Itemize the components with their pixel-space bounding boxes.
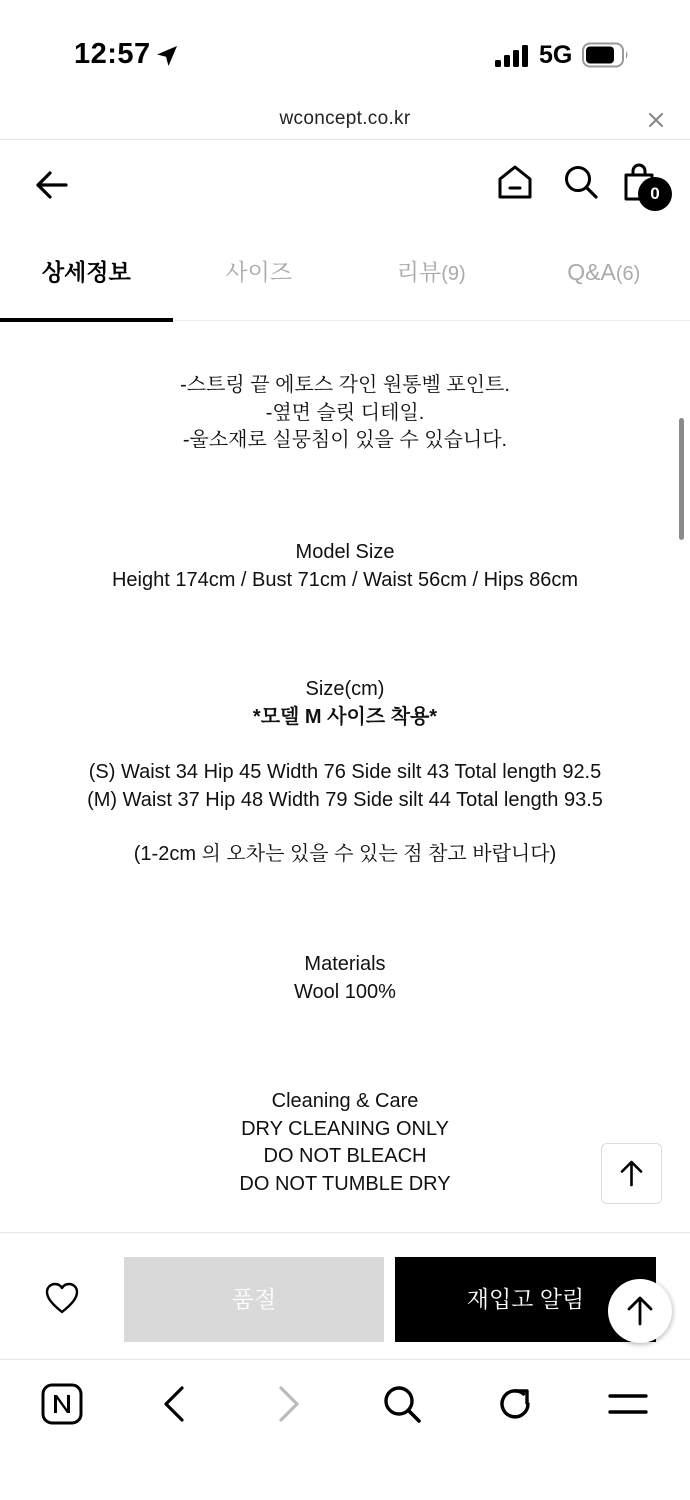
naver-home-icon[interactable] [40,1382,84,1426]
tab-label: 상세정보 [41,259,131,285]
search-icon[interactable] [562,163,600,201]
cart-count-badge[interactable]: 0 [638,177,672,211]
tab-label: 사이즈 [225,259,293,285]
intro-line: -옆면 슬릿 디테일. [265,401,425,424]
network-type: 5G [539,41,573,69]
care-line: DRY CLEANING ONLY [241,1117,449,1140]
menu-icon[interactable] [606,1382,650,1426]
app-header [0,141,690,231]
refresh-icon[interactable] [493,1382,537,1426]
restock-alert-button[interactable]: 재입고 알림 [395,1257,656,1342]
scroll-top-button[interactable] [601,1143,662,1204]
status-bar [0,0,690,100]
browser-search-icon[interactable] [380,1382,424,1426]
arrow-up-icon [608,1279,672,1343]
soldout-button[interactable]: 품절 [124,1257,384,1342]
heart-icon[interactable] [44,1281,80,1315]
status-time: 12:57 [74,38,151,70]
tab-size[interactable] [173,231,346,321]
arrow-up-icon [601,1143,662,1204]
tab-count: (6) [615,263,641,285]
floating-top-button[interactable] [608,1279,672,1343]
product-tabs [0,231,690,321]
materials-title: Materials [304,953,386,975]
intro-block [0,372,690,455]
materials-block [0,951,690,1006]
tab-label: Q&A [567,259,616,285]
home-icon[interactable] [496,163,534,201]
scrollbar-thumb[interactable] [679,418,684,540]
care-line: DO NOT TUMBLE DRY [239,1172,451,1195]
browser-back-icon[interactable] [153,1382,197,1426]
intro-line: -울소재로 실뭉침이 있을 수 있습니다. [182,429,508,451]
intro-line: -스트링 끝 에토스 각인 원통벨 포인트. [180,374,510,396]
size-note: *모델 M 사이즈 착용* [252,705,438,728]
url-text[interactable]: wconcept.co.kr [279,108,411,129]
tab-count: (9) [441,263,466,285]
battery-icon [582,42,630,68]
size-title: Size(cm) [305,678,385,700]
close-icon[interactable] [644,108,668,132]
tolerance-note: (1-2cm 의 오차는 있을 수 있는 점 참고 바랍니다) [133,843,557,865]
tab-review[interactable] [345,231,518,321]
model-size-title: Model Size [295,541,395,563]
purchase-bar [0,1232,690,1360]
browser-url-bar[interactable] [0,100,690,140]
size-row-s: (S) Waist 34 Hip 45 Width 76 Side silt 43 Total length 92.5 [88,761,602,783]
size-block [0,676,690,731]
care-title: Cleaning & Care [271,1090,419,1112]
model-size-block [0,539,690,594]
browser-nav-bar [0,1360,690,1500]
back-arrow-icon[interactable] [32,165,72,205]
care-block [0,1088,690,1198]
model-size-info: Height 174cm / Bust 71cm / Waist 56cm / Hips 86cm [111,568,579,591]
care-line: DO NOT BLEACH [263,1145,427,1167]
size-row-m: (M) Waist 37 Hip 48 Width 79 Side silt 44 Total length 93.5 [87,788,603,811]
materials-value: Wool 100% [294,980,396,1003]
size-table-block [0,759,690,814]
signal-icon [494,44,530,68]
product-detail-content [0,322,690,1232]
location-arrow-icon [155,44,179,68]
tab-label: 리뷰 [396,259,442,285]
tab-qna[interactable] [518,231,690,321]
browser-forward-icon[interactable] [266,1382,310,1426]
tab-detail[interactable] [0,231,173,321]
